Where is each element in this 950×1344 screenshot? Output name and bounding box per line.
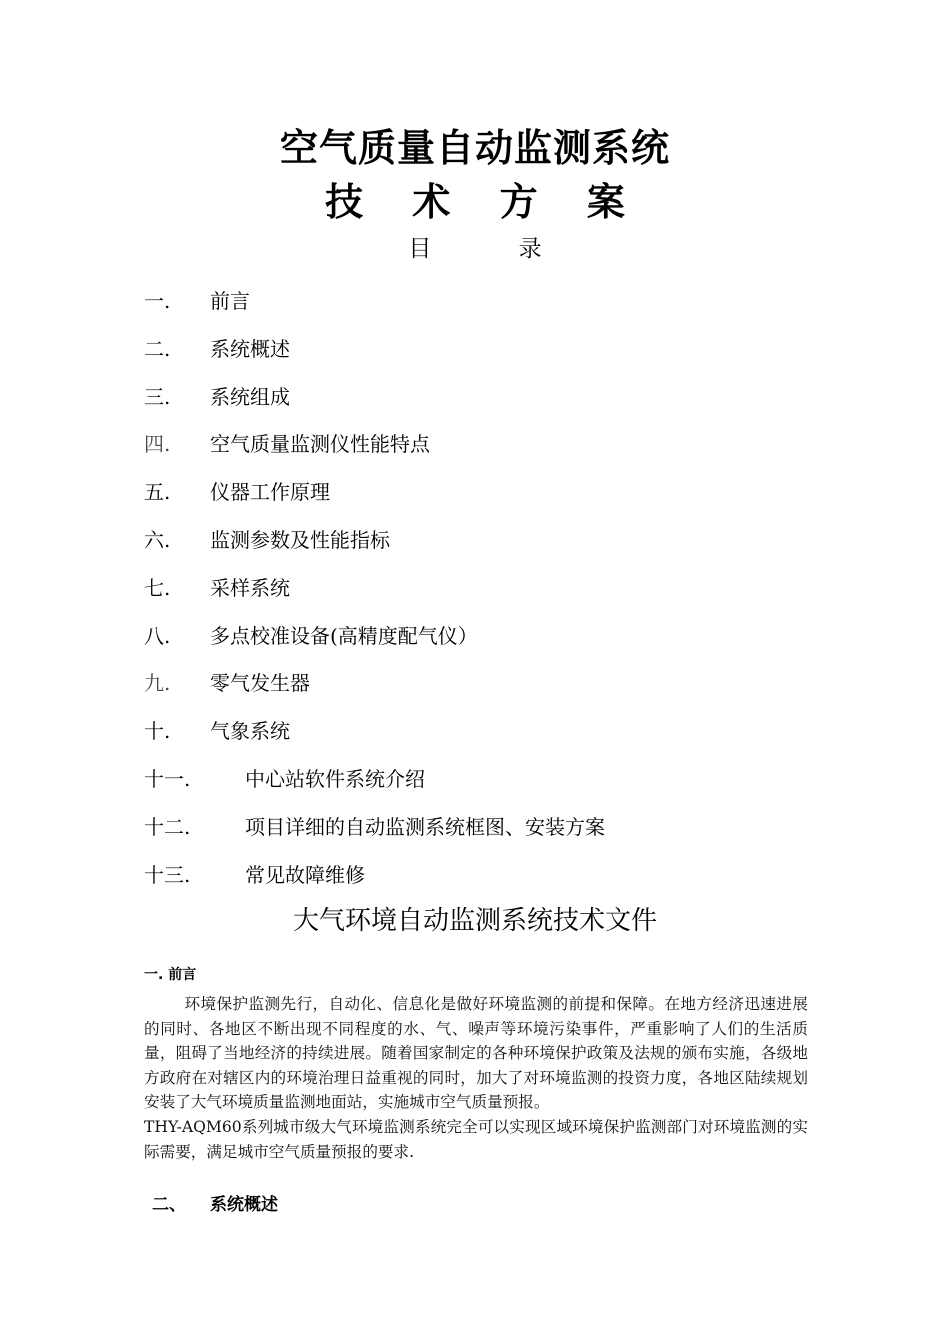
toc-item-label: 仪器工作原理 [210, 480, 330, 505]
section-number: 二、 [152, 1195, 186, 1215]
toc-item-12[interactable] [144, 810, 844, 858]
toc-item-number: 十一. [144, 766, 191, 791]
section-label: 系统概述 [210, 1195, 278, 1215]
toc-item-number: 一. [144, 289, 171, 313]
toc-item-7[interactable] [144, 571, 844, 619]
toc-item-label: 中心站软件系统介绍 [245, 766, 425, 791]
toc-item-label: 项目详细的自动监测系统框图、安装方案 [245, 814, 605, 839]
toc-item-3[interactable] [144, 380, 844, 428]
toc-item-number: 十二. [144, 814, 191, 839]
toc-item-number: 九. [144, 671, 171, 696]
toc-item-number: 五. [144, 480, 171, 505]
toc-item-8[interactable] [144, 619, 844, 667]
table-of-contents [144, 284, 844, 905]
section-heading-preface: 一. 前言 [144, 967, 197, 983]
toc-item-label: 零气发生器 [210, 671, 310, 696]
toc-item-number: 十. [144, 719, 171, 744]
section-heading-overview [152, 1192, 278, 1218]
toc-item-5[interactable] [144, 475, 844, 523]
toc-item-number: 六. [144, 527, 171, 552]
paragraph: THY-AQM60系列城市级大气环境监测系统完全可以实现区域环境保护监测部门对环境监测的实际需要，满足城市空气质量预报的要求. [144, 1117, 808, 1161]
toc-item-label: 气象系统 [210, 719, 290, 744]
toc-item-6[interactable] [144, 523, 844, 571]
section-body [144, 992, 808, 1164]
toc-item-label: 空气质量监测仪性能特点 [210, 432, 430, 457]
toc-item-label: 系统概述 [210, 336, 290, 361]
section-document-title: 大气环境自动监测系统技术文件 [292, 906, 657, 936]
toc-item-label: 采样系统 [210, 575, 290, 600]
toc-item-2[interactable] [144, 332, 844, 380]
toc-heading: 目 录 [408, 236, 582, 262]
toc-item-label: 常见故障维修 [245, 862, 365, 887]
toc-item-number: 三. [144, 384, 171, 409]
toc-item-number: 七. [144, 575, 171, 600]
toc-item-1[interactable] [144, 284, 844, 332]
toc-item-label: 系统组成 [210, 384, 290, 409]
toc-item-label: 多点校准设备(高精度配气仪） [210, 623, 478, 648]
document-subtitle: 技 术 方 案 [325, 180, 643, 224]
toc-item-number: 十三. [144, 862, 191, 887]
toc-item-label: 监测参数及性能指标 [210, 527, 390, 552]
toc-item-number: 二. [144, 336, 171, 361]
paragraph: 环境保护监测先行，自动化、信息化是做好环境监测的前提和保障。在地方经济迅速进展的同时、各地区不断出现不同程度的水、气、噪声等环境污染事件，严重影响了人们的生活质量，阻碍了当地经济的持续进展。随着国家制定的各种环境保护政策及法规的颁布实施，各级地方政府在对辖区内的环境治理日益重视的同时，加大了对环境监测的投资力度，各地区陆续规划安装了大气环境质量监测地面站，实施城市空气质量预报。 [144, 995, 808, 1112]
toc-item-13[interactable] [144, 858, 844, 906]
toc-item-4[interactable] [144, 427, 844, 475]
toc-item-number: 四. [144, 432, 171, 457]
toc-item-11[interactable] [144, 762, 844, 810]
toc-item-label: 前言 [210, 289, 250, 313]
toc-item-9[interactable] [144, 666, 844, 714]
document-title: 空气质量自动监测系统 [279, 126, 670, 170]
toc-item-10[interactable] [144, 714, 844, 762]
toc-item-number: 八. [144, 623, 171, 648]
